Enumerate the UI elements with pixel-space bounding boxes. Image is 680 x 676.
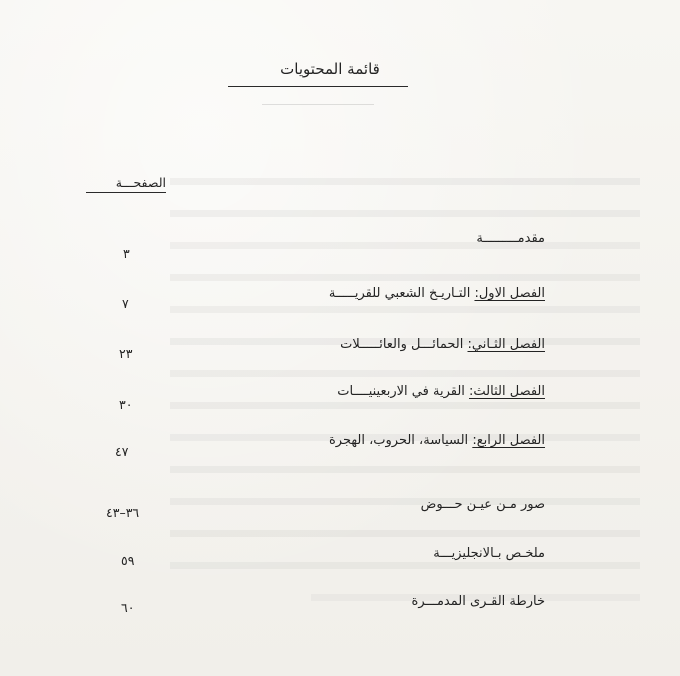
toc-entry-title: السياسة، الحروب، الهجرة xyxy=(329,433,469,448)
toc-entry-label: الفصل الاول: xyxy=(474,286,545,301)
page-column-header: الصفحـــة xyxy=(86,175,166,193)
toc-entry-title: الحمائـــل والعائـــــلات xyxy=(340,337,464,352)
toc-entry-title: خارطة القـرى المدمـــرة xyxy=(411,594,545,609)
toc-entry-label: الفصل الثالث: xyxy=(469,384,545,399)
toc-entry-english-summary xyxy=(433,546,545,561)
toc-entry-photos xyxy=(421,497,545,512)
toc-entry-page: ٣٦–٤٣ xyxy=(106,505,140,520)
toc-entry-chapter-4 xyxy=(329,433,545,448)
toc-entry-chapter-3 xyxy=(337,384,545,399)
toc-entry-page: ٥٩ xyxy=(121,553,135,568)
toc-entry-intro xyxy=(476,231,545,246)
toc-entry-page: ٣ xyxy=(123,246,130,261)
toc-entry-chapter-1 xyxy=(329,286,545,301)
title-underline xyxy=(228,86,408,87)
toc-entry-page: ٣٠ xyxy=(119,397,133,412)
toc-entry-page: ٢٣ xyxy=(119,346,133,361)
toc-entry-page: ٤٧ xyxy=(115,444,129,459)
toc-entry-label: الفصل الرابع: xyxy=(472,433,545,448)
toc-entry-chapter-2 xyxy=(340,337,545,352)
toc-entry-title: القرية في الاربعينيــــات xyxy=(337,384,465,399)
toc-entry-title: مقدمـــــــــة xyxy=(476,231,545,246)
page-title: قائمة المحتويات xyxy=(280,60,380,78)
toc-entry-label: الفصل الثـاني: xyxy=(467,337,545,352)
toc-entry-title: صور مـن عيـن حـــوض xyxy=(420,497,545,512)
title-underline-faint xyxy=(262,104,374,105)
toc-entry-map xyxy=(412,594,545,609)
toc-entry-title: التـاريـخ الشعبي للقريـــــة xyxy=(328,286,471,301)
toc-entry-page: ٦٠ xyxy=(121,600,135,615)
toc-entry-page: ٧ xyxy=(122,296,129,311)
toc-entry-title: ملخـص بـالانجليزيـــة xyxy=(433,546,545,561)
